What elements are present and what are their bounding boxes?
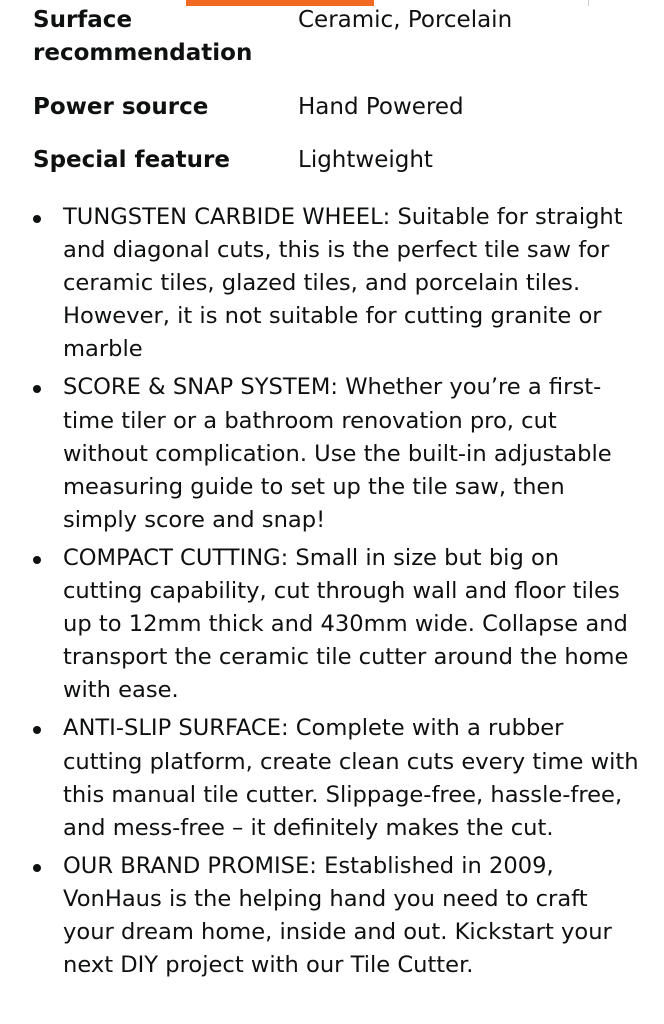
feature-bullet-list [0, 201, 664, 987]
bullet-dot-icon [33, 864, 41, 872]
spec-value: Lightweight [298, 147, 433, 173]
feature-text: COMPACT CUTTING: Small in size but big on cutting capability, cut through wall and floor tiles up to 12mm thick and 430mm wide. Collapse and transport the ceramic tile cutter around the home with ease. [63, 544, 629, 704]
spec-row-special-feature [33, 144, 643, 177]
feature-text: OUR BRAND PROMISE: Established in 2009, VonHaus is the helping hand you need to craft your dream home, inside and out. Kickstart your next DIY project with our Tile Cutter. [63, 852, 612, 979]
spec-label: Special feature [33, 147, 230, 173]
bullet-dot-icon [33, 385, 41, 393]
spec-value: Ceramic, Porcelain [298, 7, 513, 33]
feature-text: TUNGSTEN CARBIDE WHEEL: Suitable for straight and diagonal cuts, this is the perfect tile saw for ceramic tiles, glazed tiles, and porcelain tiles. However, it is not suitable for cutting granite or marble [63, 204, 623, 363]
feature-bullet-item [0, 712, 664, 844]
spec-label: Surface recommendation [33, 7, 253, 66]
bullet-dot-icon [33, 215, 41, 223]
feature-bullet-item [0, 850, 664, 982]
bullet-dot-icon [33, 726, 41, 734]
feature-text: SCORE & SNAP SYSTEM: Whether you’re a first-time tiler or a bathroom renovation pro, cut without complication. Use the built-in adjustable measuring guide to set up the tile saw, then simply score and snap! [63, 374, 612, 533]
feature-text: ANTI-SLIP SURFACE: Complete with a rubber cutting platform, create clean cuts every time with this manual tile cutter. Slippage-free, hassle-free, and mess-free – it definitely makes the cut. [63, 715, 639, 841]
feature-bullet-item [0, 201, 664, 366]
spec-row-power-source [33, 91, 643, 124]
spec-label: Power source [33, 94, 209, 120]
feature-bullet-item [0, 542, 664, 707]
feature-bullet-item [0, 371, 664, 536]
spec-value: Hand Powered [298, 94, 464, 120]
bullet-dot-icon [33, 556, 41, 564]
spec-row-surface-recommendation [33, 4, 643, 70]
product-specs-table [33, 4, 643, 177]
